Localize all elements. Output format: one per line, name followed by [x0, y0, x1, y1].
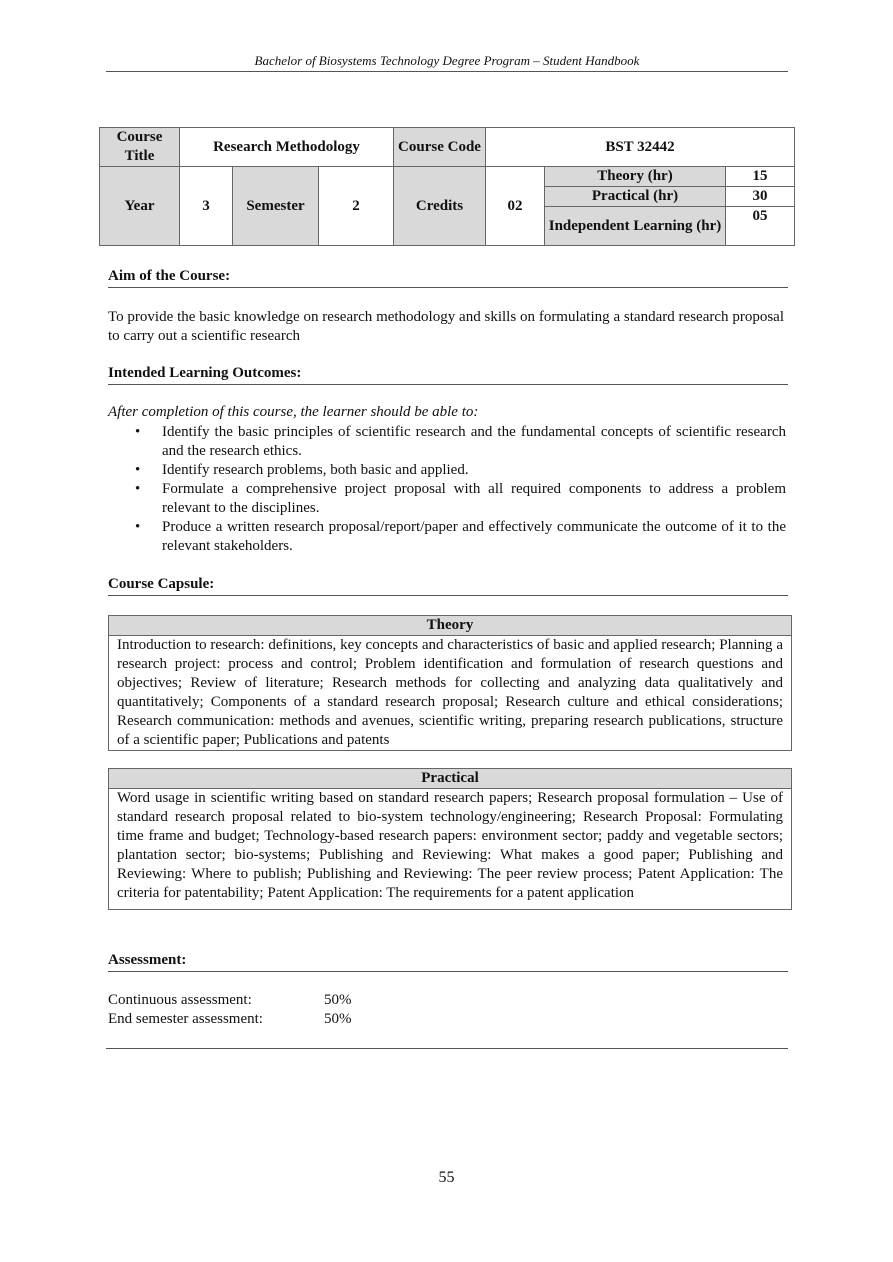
course-code-value: BST 32442	[486, 128, 795, 167]
credits-label: Credits	[394, 167, 486, 246]
list-item: • Identify the basic principles of scientific research and the fundamental concepts of scientific research and the research ethics.	[135, 424, 786, 459]
year-value: 3	[180, 167, 233, 246]
theory-hours-value: 15	[726, 167, 795, 187]
assessment-value: 50%	[324, 1011, 352, 1027]
ilo-heading: Intended Learning Outcomes:	[108, 365, 788, 385]
course-info-table	[99, 127, 795, 246]
assessment-heading: Assessment:	[108, 952, 788, 972]
ilo-list	[108, 423, 786, 556]
theory-box	[108, 615, 792, 751]
assessment-label: End semester assessment:	[108, 1011, 263, 1027]
bullet-icon: •	[135, 481, 141, 497]
assessment-row-end-semester	[108, 1011, 352, 1028]
ilo-intro: After completion of this course, the learner should be able to:	[108, 404, 479, 420]
independent-hours-label: Independent Learning (hr)	[545, 207, 726, 246]
course-title-value: Research Methodology	[180, 128, 394, 167]
practical-hours-value: 30	[726, 187, 795, 207]
semester-label: Semester	[233, 167, 319, 246]
practical-hours-label: Practical (hr)	[545, 187, 726, 207]
running-header: Bachelor of Biosystems Technology Degree Program – Student Handbook	[254, 53, 640, 68]
assessment-label: Continuous assessment:	[108, 992, 252, 1008]
course-title-label: Course Title	[100, 128, 180, 167]
aim-text: To provide the basic knowledge on research methodology and skills on formulating a standard research proposal to carry out a scientific research	[108, 309, 784, 344]
course-code-label: Course Code	[394, 128, 486, 167]
list-item: • Identify research problems, both basic and applied.	[135, 462, 469, 478]
bullet-icon: •	[135, 424, 141, 440]
bullet-icon: •	[135, 462, 141, 478]
practical-box	[108, 768, 792, 910]
year-label: Year	[100, 167, 180, 246]
theory-hours-label: Theory (hr)	[545, 167, 726, 187]
capsule-heading: Course Capsule:	[108, 576, 788, 596]
list-item: • Formulate a comprehensive project proposal with all required components to address a problem relevant to the disciplines.	[135, 481, 786, 516]
theory-title: Theory	[109, 616, 791, 636]
list-item: • Produce a written research proposal/report/paper and effectively communicate the outcome of it to the relevant stakeholders.	[135, 519, 786, 554]
bottom-divider	[106, 1048, 788, 1049]
page-number: 55	[438, 1169, 455, 1186]
assessment-row-continuous	[108, 992, 352, 1009]
assessment-value: 50%	[324, 992, 352, 1008]
independent-hours-value: 05	[726, 207, 795, 246]
semester-value: 2	[319, 167, 394, 246]
header-divider	[106, 71, 788, 72]
practical-title: Practical	[109, 769, 791, 789]
practical-text: Word usage in scientific writing based on standard research papers; Research proposal formulation – Use of standard research proposal related to bio-system technology/engineering; Research Proposal: Formulating time frame and budget; Technology-based research papers: environment sector; paddy and vegetable sectors; plantation sector; bio-systems; Publishing and Reviewing: What makes a good paper; Publishing and Reviewing: Where to publish; Publishing and Reviewing: The peer review process; Patent Application: The criteria for patentability; Patent Application: The requirements for a patent application	[117, 790, 783, 901]
theory-text: Introduction to research: definitions, key concepts and characteristics of basic and applied research; Planning a research project: process and control; Problem identification and formulation of research questions and objectives; Review of literature; Research methods for collecting and analyzing data qualitatively and quantitatively; Components of a standard research proposal; Research culture and ethical considerations; Research communication: methods and avenues, scientific writing, preparing research publications, structure of a scientific paper; Publications and patents	[117, 637, 783, 748]
aim-heading: Aim of the Course:	[108, 268, 788, 288]
bullet-icon: •	[135, 519, 141, 535]
credits-value: 02	[486, 167, 545, 246]
